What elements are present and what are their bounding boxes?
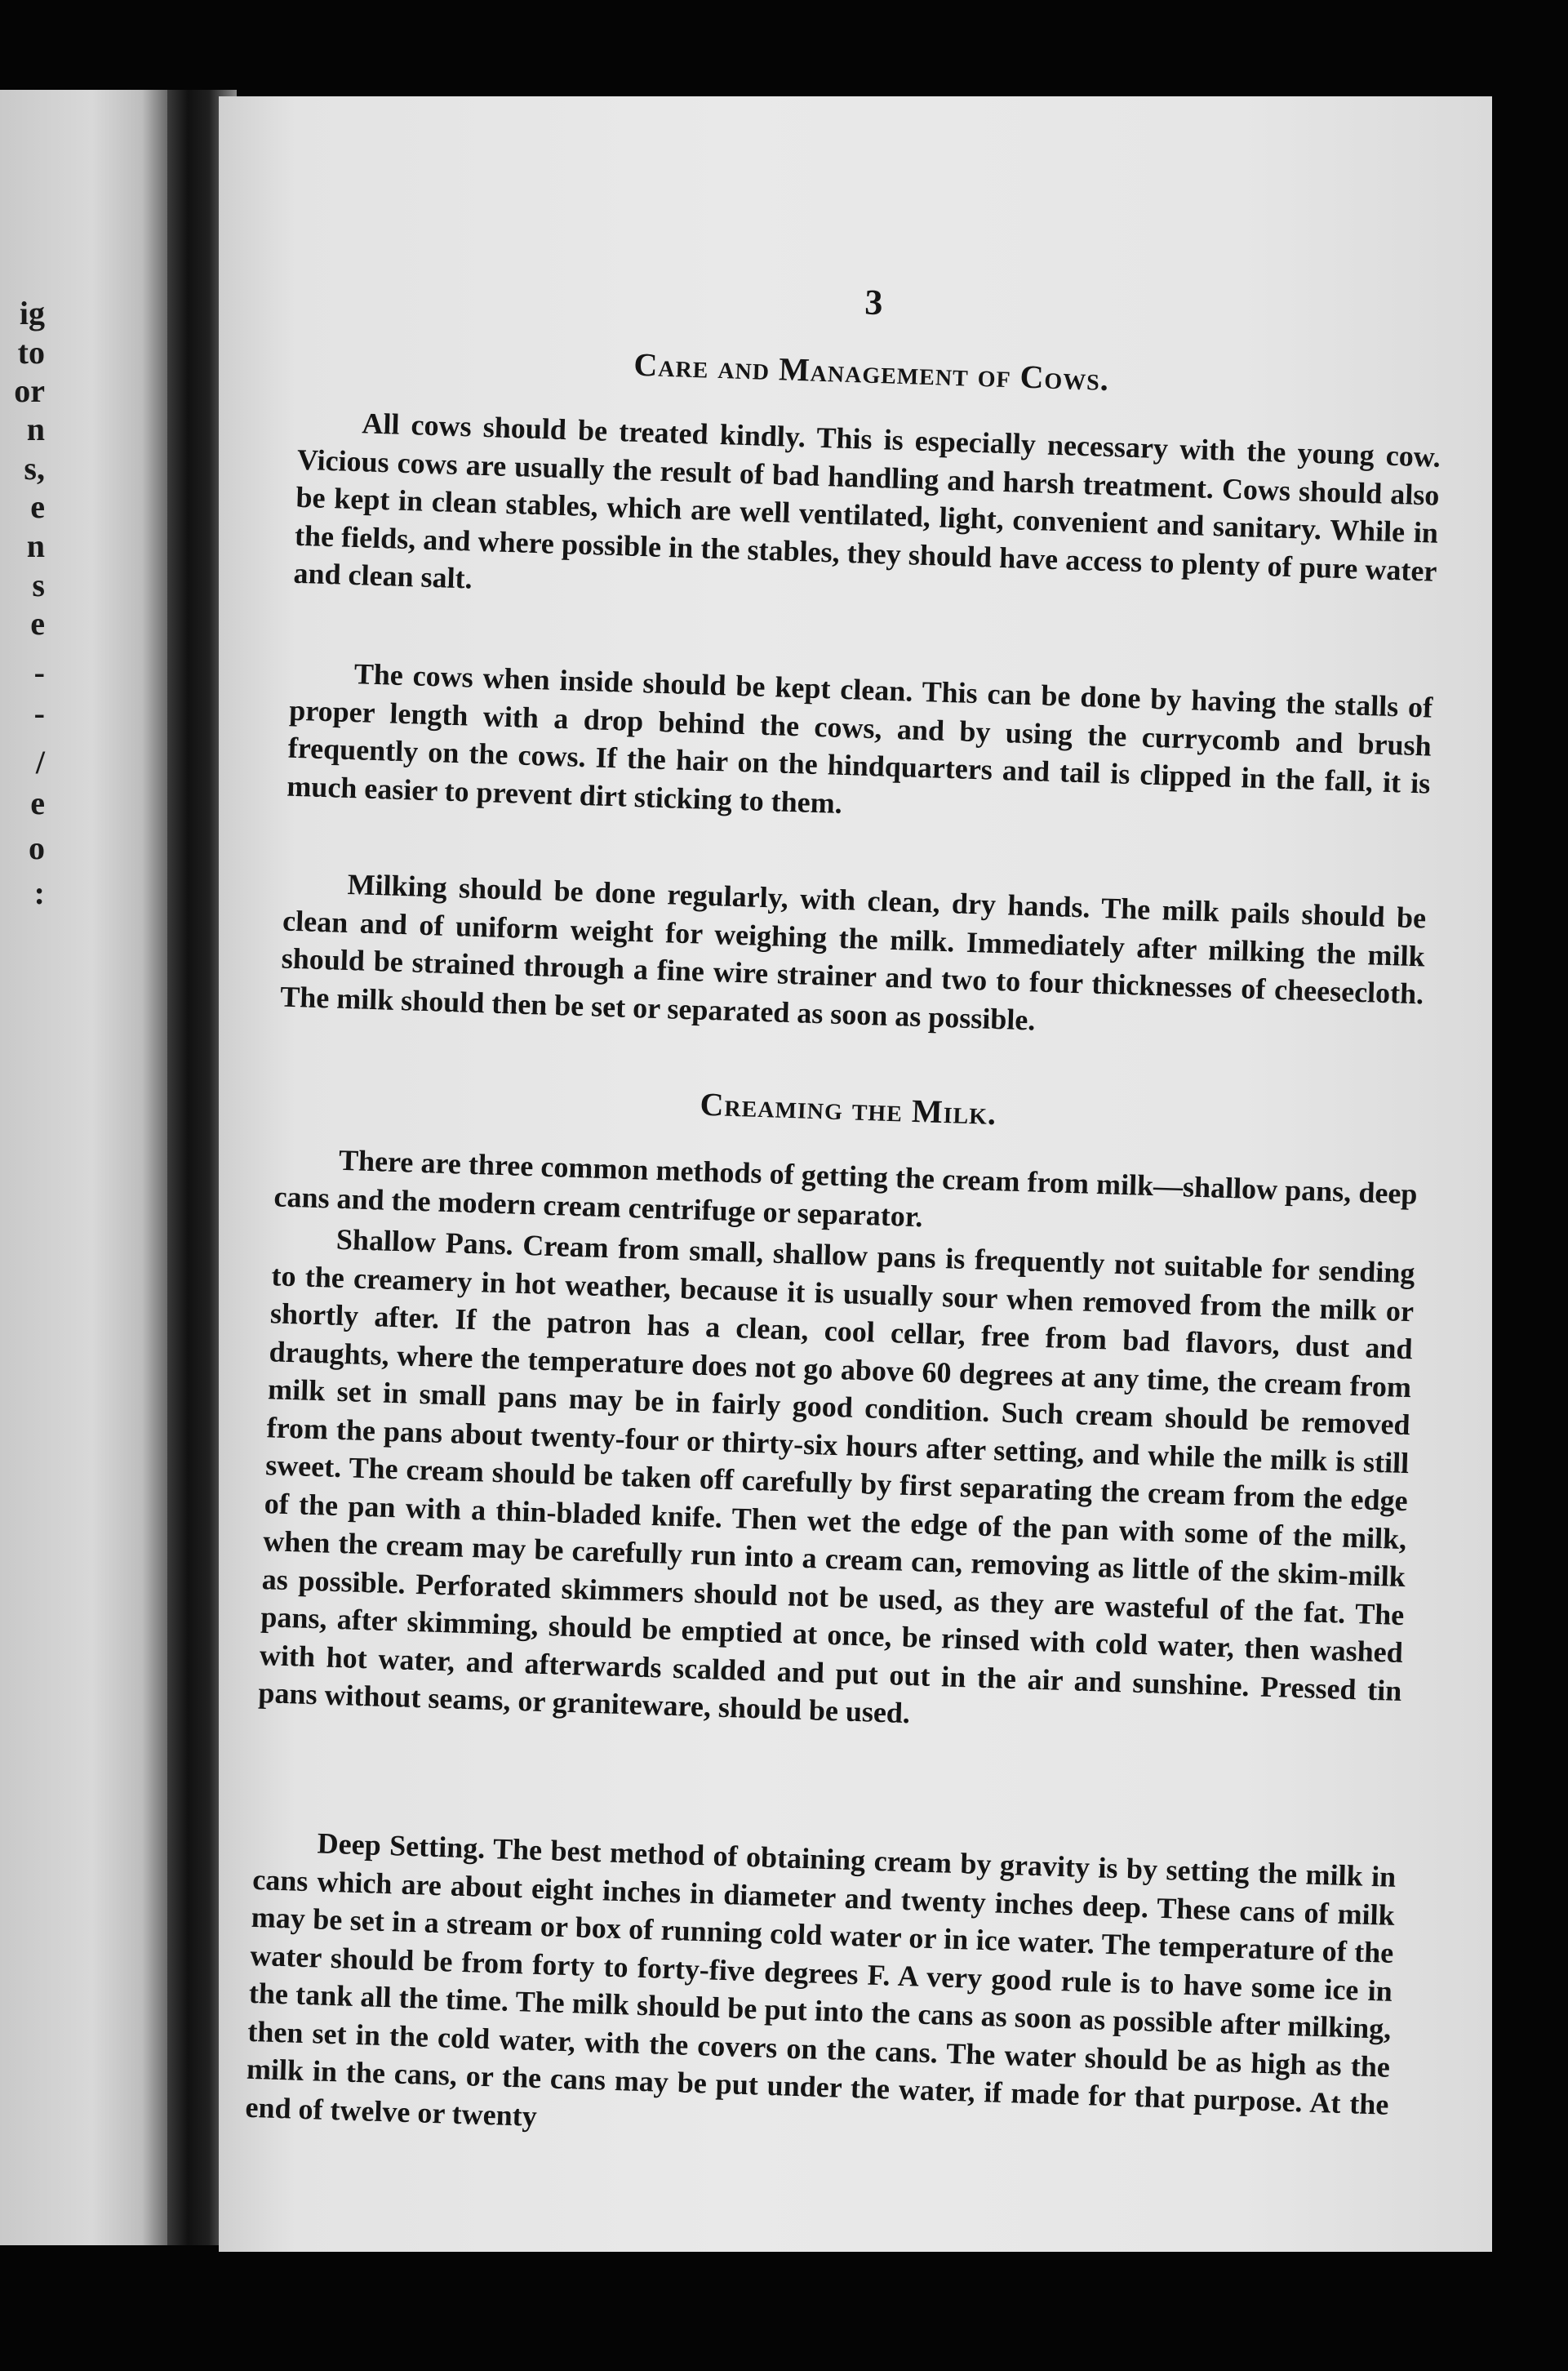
margin-fragment: s, <box>24 450 45 487</box>
margin-fragment: e <box>30 488 45 525</box>
paragraph: Milking should be done regularly, with clean, dry hands. The milk pails should be clean and of uniform weight for weighing the milk. Immediately after milking the milk should be strained through a fine wire strainer and two to four thicknesses of cheesecloth. The milk should then be set or separated as soon as possible. <box>279 867 1427 1037</box>
margin-fragment: : <box>33 874 45 911</box>
margin-fragment: s <box>32 567 45 603</box>
margin-fragment: e <box>30 785 45 821</box>
margin-fragment: / <box>35 744 45 781</box>
margin-fragment: ig <box>19 295 45 331</box>
section-heading: Creaming the Milk. <box>699 1085 997 1132</box>
margin-fragment: - <box>33 654 45 691</box>
margin-fragment: n <box>26 527 45 564</box>
margin-fragment: to <box>17 334 45 371</box>
margin-fragment: - <box>33 695 45 732</box>
section-heading: Care and Management of Cows. <box>633 345 1110 398</box>
paragraph: Shallow Pans. Cream from small, shallow pans is frequently not suitable for sending to the creamery in hot weather, because it is usually sour when removed from the milk or shortly after. If the patron has a clean, cool cellar, free from bad flavors, dust and draughts, where the temperature does not go above 60 degrees at any time, the cream from milk set in small pans may be in fairly good condition. Such cream should be removed from the pans about twenty-four or thirty-six hours after setting, and while the milk is still sweet. The cream should be taken off carefully by first separating the cream from the edge of the pan with a thin-bladed knife. Then wet the edge of the pan with some of the milk, when the cream may be carefully run into a cream can, removing as little of the skim-milk as possible. Perforated skimmers should not be used, as they are wasteful of the fat. The pans, after skimming, should be emptied at once, be rinsed with cold water, then washed with hot water, and afterwards scalded and put out in the air and sunshine. Pressed tin pans without seams, or graniteware, should be used. <box>257 1222 1416 1730</box>
book-page <box>219 96 1492 2252</box>
paragraph: The cows when inside should be kept clean. This can be done by having the stalls of proper length with a drop behind the cows, and by using the currycomb and brush frequently on the cows. If the hair on the hindquarters and tail is clipped in the fall, it is much easier to prevent dirt sticking to them. <box>286 657 1433 820</box>
margin-fragment: e <box>30 605 45 642</box>
paragraph: All cows should be treated kindly. This is especially necessary with the young cow. Vicious cows are usually the result of bad handling and harsh treatment. Cows should also be kept in clean stables, which are well ventilated, light, convenient and sanitary. While in the fields, and where possible in the stables, they should have access to plenty of pure water and clean salt. <box>293 407 1441 595</box>
paragraph: There are three common methods of getting the cream from milk—shallow pans, deep cans and the modern cream centrifuge or separator. <box>273 1143 1419 1233</box>
page-text-block <box>244 96 1450 2133</box>
page-number: 3 <box>864 282 884 323</box>
previous-page-edge <box>0 90 167 2245</box>
margin-fragment: o <box>29 830 45 866</box>
margin-fragment: or <box>14 372 45 409</box>
paragraph: Deep Setting. The best method of obtaining cream by gravity is by setting the milk in cans which are about eight inches in diameter and twenty inches deep. These cans of milk may be set in a stream or box of running cold water or in ice water. The temperature of the water should be from forty to forty-five degrees F. A very good rule is to have some ice in the tank all the time. The milk should be put into the cans as soon as possible after milking, then set in the cold water, with the covers on the cans. The water should be as high as the milk in the cans, or the cans may be put under the water, if made for that purpose. At the end of twelve or twenty <box>244 1826 1397 2133</box>
margin-fragment: n <box>26 411 45 447</box>
